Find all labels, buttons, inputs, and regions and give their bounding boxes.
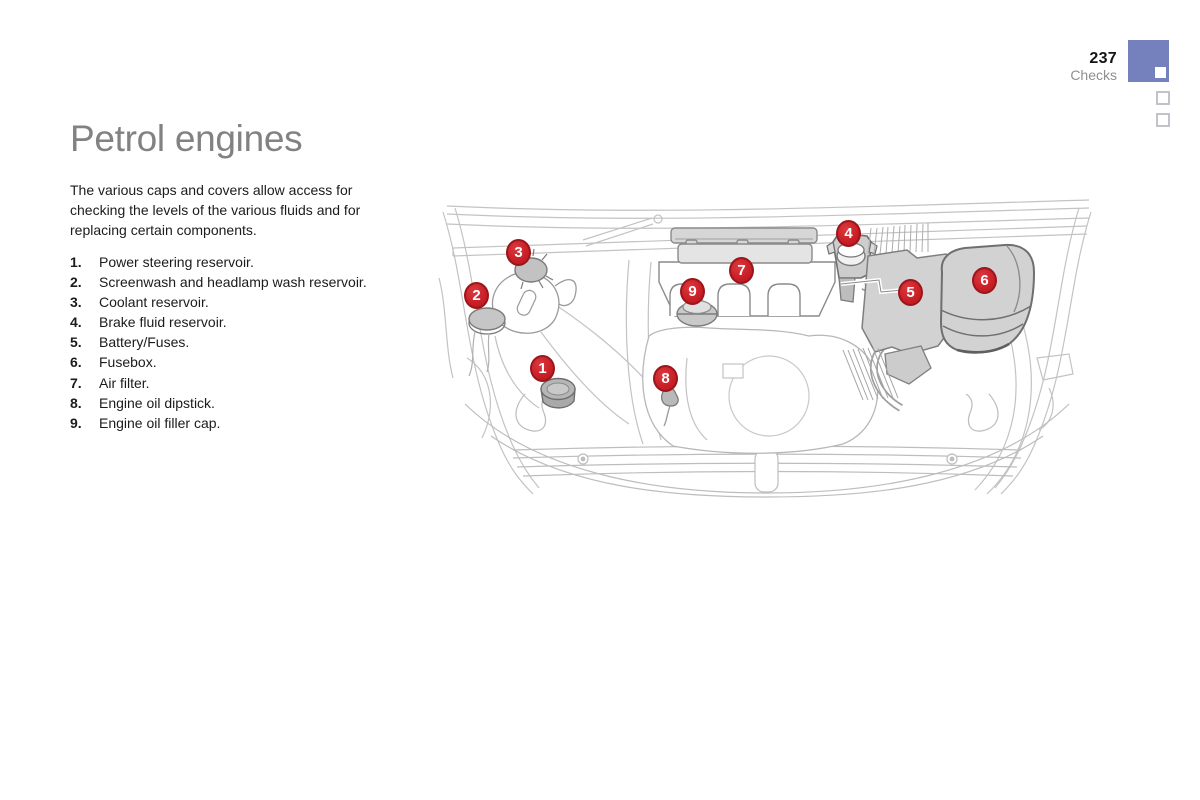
legend-item-label: Engine oil dipstick. [99,394,215,411]
diagram-marker-number: 8 [661,370,670,387]
diagram-marker-number: 2 [472,287,481,304]
intro-paragraph: The various caps and covers allow access for checking the levels of the various fluids and for replacing certain components. [70,182,361,238]
legend-item [70,312,430,332]
legend-item-label: Air filter. [99,374,150,391]
tab-box-2 [1156,113,1170,127]
legend-item-number: 1. [70,254,82,270]
legend-item-label: Coolant reservoir. [99,294,209,311]
power-steering-cap-shape [541,379,575,408]
diagram-marker-number: 5 [906,284,915,301]
fusebox-shape [941,245,1034,353]
diagram-marker-number: 3 [514,244,523,261]
legend-item-label: Brake fluid reservoir. [99,314,227,331]
page-number: 237 [1089,50,1117,67]
engine-bay-diagram [437,198,1097,498]
legend-item [70,352,430,372]
legend-item-number: 5. [70,334,82,351]
legend-item-label: Engine oil filler cap. [99,414,221,431]
legend-item [70,393,430,413]
legend-list [70,252,430,433]
legend-item [70,332,430,352]
vent-grille-lines [868,223,928,254]
legend-item [70,373,430,393]
diagram-marker-number: 7 [737,262,746,279]
legend-item [70,272,430,292]
legend-item-label: Battery/Fuses. [99,334,190,351]
legend-item-number: 3. [70,294,82,311]
diagram-marker [530,355,555,382]
legend-item [70,252,430,272]
diagram-marker [680,278,705,305]
diagram-marker [464,282,489,309]
page-header [990,50,1117,84]
section-label: Checks [1070,67,1117,83]
legend-item-label: Fusebox. [99,354,157,371]
diagram-marker [729,257,754,284]
engine-block-shape [643,327,878,453]
legend-item-number: 8. [70,394,82,411]
legend-item-number: 7. [70,374,82,391]
tab-inner-square [1155,67,1166,78]
legend-item-number: 2. [70,274,82,291]
legend-item-number: 9. [70,414,82,431]
legend-item [70,413,430,433]
diagram-marker-number: 6 [980,272,989,289]
diagram-marker [506,239,531,266]
legend-item-label: Power steering reservoir. [99,254,254,270]
page-title: Petrol engines [70,118,303,159]
tab-box-1 [1156,91,1170,105]
legend-item [70,292,430,312]
legend-item-label: Screenwash and headlamp wash reservoir. [99,274,367,291]
diagram-marker [972,267,997,294]
section-tab-indicator [1128,40,1169,82]
engine-bay-illustration [437,198,1097,498]
diagram-marker [898,279,923,306]
diagram-marker-number: 4 [844,225,853,242]
legend-item-number: 6. [70,354,82,371]
diagram-marker-number: 1 [538,360,547,377]
diagram-marker-number: 9 [688,283,697,300]
legend-item-number: 4. [70,314,82,331]
diagram-marker [836,220,861,247]
diagram-marker [653,365,678,392]
